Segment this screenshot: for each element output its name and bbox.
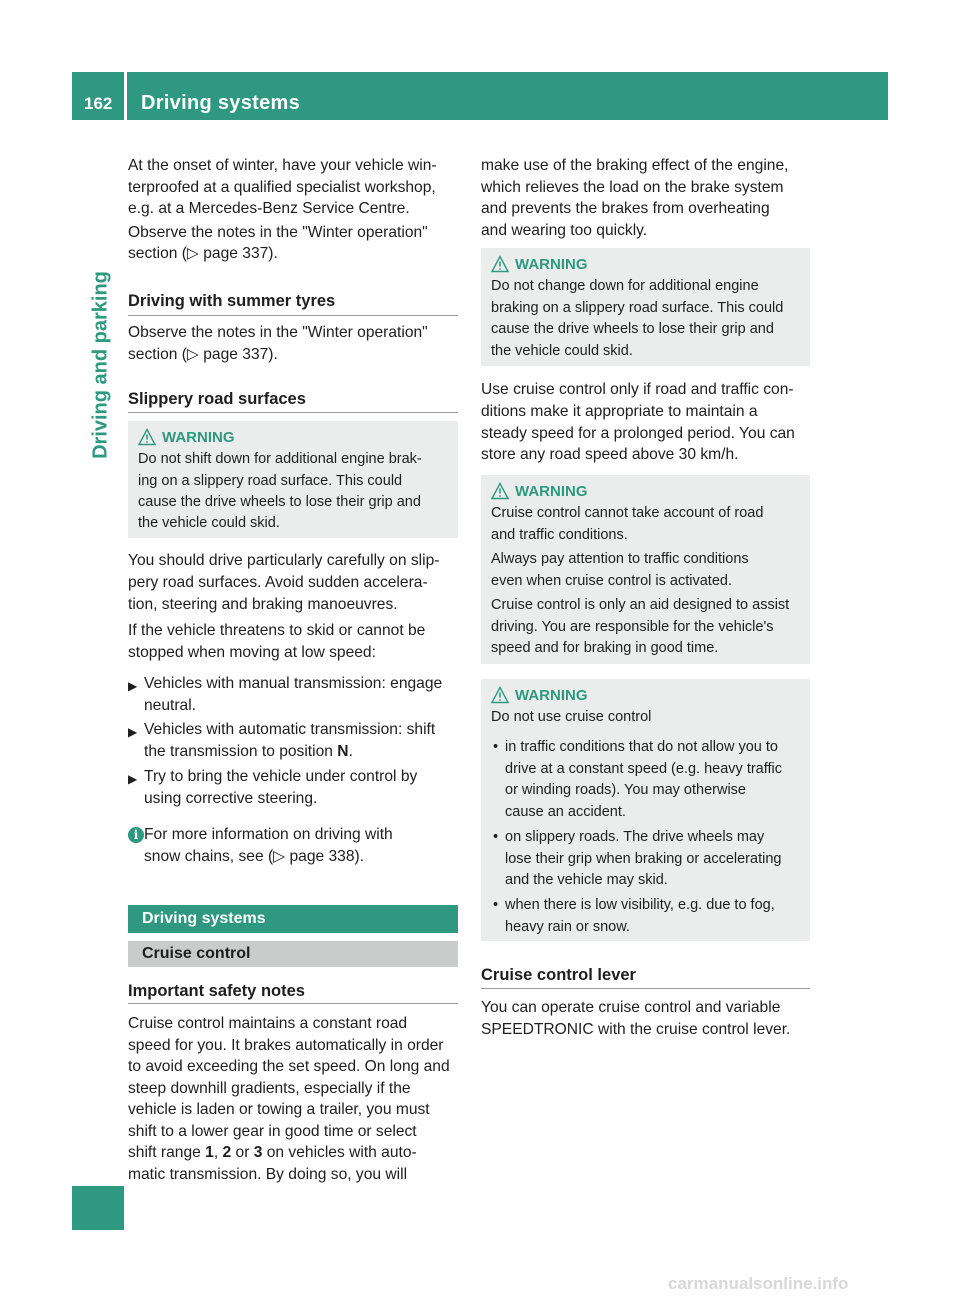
heading-rule [481,988,810,989]
bullet-dot: • [493,897,499,913]
cruise-text: steady speed for a prolonged period. You can [481,425,795,442]
warning-triangle-icon [491,686,509,704]
warning-line: and traffic conditions. [491,527,628,543]
warning-bullet [493,737,783,823]
warning-line: Cruise control is only an aid designed to assist [491,597,790,613]
gear-2: 2 [222,1144,232,1161]
gear-3: 3 [253,1144,263,1161]
info-icon: i [128,827,144,843]
gear-separator: or [231,1144,254,1161]
header-bar [127,72,888,120]
safety-text: steep downhill gradients, especially if the [128,1080,411,1097]
safety-text: matic transmission. By doing so, you will [128,1166,408,1183]
summer-text: Observe the notes in the "Winter operation" [128,324,428,341]
step-item [128,673,442,716]
step-item: ▶ Vehicles with automatic transmission: shift the transmission to position N. [128,721,436,760]
intro-line: At the onset of winter, have your vehicle win- [128,157,437,174]
safety-text: speed for you. It brakes automatically in order [128,1037,444,1054]
warning-box [128,421,458,538]
safety-text: vehicle is laden or towing a trailer, you must [128,1101,430,1118]
safety-text: Cruise control maintains a constant road [128,1015,408,1032]
warning-line: the vehicle could skid. [138,515,280,531]
cruise-text: Use cruise control only if road and traffic con- [481,381,794,398]
bullet-line: heavy rain or snow. [505,918,630,935]
section-banner [128,905,458,933]
safety-notes-heading: Important safety notes [128,982,305,1000]
subsection-banner [128,941,458,967]
page-title: Driving systems [141,92,301,114]
warning-triangle-icon [491,255,509,273]
bullet-line: and the vehicle may skid. [505,872,668,888]
summer-tyres-heading: Driving with summer tyres [128,292,336,310]
bullet-line: lose their grip when braking or accelerating [505,850,782,867]
intro-line: terproofed at a qualified specialist workshop, [128,179,436,196]
cont-text: and wearing too quickly. [481,222,648,239]
step-text: neutral. [144,696,197,714]
cont-text: make use of the braking effect of the engine, [481,157,789,174]
section-banner-title: Driving systems [142,910,266,927]
cruise-lever-heading: Cruise control lever [481,966,636,984]
bullet-line: or winding roads). You may otherwise [505,782,746,798]
info-text: For more information on driving with [144,826,393,843]
chapter-marker [72,1186,124,1230]
warning-triangle-icon [138,428,156,446]
warning-line: even when cruise control is activated. [491,573,732,589]
arrow-icon: ▶ [128,725,138,739]
bullet-line: cause an accident. [505,803,626,820]
warning-bullet [493,895,775,938]
subsection-banner-title: Cruise control [142,945,251,962]
intro-line: section (▷ page 337). [128,245,278,262]
cruise-text: ditions make it appropriate to maintain a [481,403,758,420]
slippery-text: If the vehicle threatens to skid or cannot be [128,622,426,639]
heading-rule [128,412,458,413]
safety-text: shift to a lower gear in good time or select [128,1123,417,1140]
cruise-text: store any road speed above 30 km/h. [481,446,739,463]
warning-title: WARNING [515,687,588,704]
arrow-icon: ▶ [128,679,138,693]
bullet-line: drive at a constant speed (e.g. heavy traffic [505,760,783,777]
warning-box [481,475,810,664]
slippery-text: stopped when moving at low speed: [128,644,376,661]
warning-intro: Do not use cruise control [491,709,652,725]
warning-box [481,248,810,366]
arrow-icon: ▶ [128,772,138,786]
cont-text: and prevents the brakes from overheating [481,200,770,217]
slippery-text: pery road surfaces. Avoid sudden accelera- [128,574,428,591]
warning-line: speed and for braking in good time. [491,640,719,656]
gear-separator: , [213,1144,223,1161]
safety-text-part: shift range [128,1144,206,1161]
intro-line: Observe the notes in the "Winter operation" [128,224,428,241]
step-text: Vehicles with automatic transmission: shift [144,721,436,738]
warning-line: driving. You are responsible for the vehicle's [491,619,774,635]
warning-line: cause the drive wheels to lose their grip and [138,494,421,510]
warning-line: braking on a slippery road surface. This could [491,300,784,316]
warning-triangle-icon [491,482,509,500]
chapter-tab [86,260,116,470]
safety-text-part: on vehicles with auto- [262,1144,417,1161]
page-number-box [72,72,124,120]
warning-title: WARNING [162,429,235,446]
intro-line: e.g. at a Mercedes-Benz Service Centre. [128,200,410,217]
warning-line: Do not shift down for additional engine brak- [138,451,422,467]
warning-line: ing on a slippery road surface. This could [138,473,403,489]
warning-line: Always pay attention to traffic conditions [491,551,749,567]
gear-1: 1 [205,1144,214,1161]
warning-box [481,679,810,941]
warning-line: Do not change down for additional engine [491,278,759,294]
position-letter: N [337,742,349,760]
step-text: using corrective steering. [144,789,318,807]
bullet-line: on slippery roads. The drive wheels may [505,829,765,845]
info-text: snow chains, see (▷ page 338). [144,848,365,865]
lever-text: SPEEDTRONIC with the cruise control lever. [481,1021,791,1038]
cont-text: which relieves the load on the brake system [481,179,784,196]
slippery-text: tion, steering and braking manoeuvres. [128,596,398,613]
warning-line: the vehicle could skid. [491,343,633,359]
warning-title: WARNING [515,256,588,273]
slippery-text: You should drive particularly carefully on slip- [128,552,440,569]
lever-text: You can operate cruise control and variable [481,999,781,1016]
warning-line: cause the drive wheels to lose their grip and [491,321,774,337]
heading-rule [128,315,458,316]
warning-line: Cruise control cannot take account of road [491,505,764,521]
page-number: 162 [84,94,113,113]
bullet-dot: • [493,829,499,845]
bullet-dot: • [493,739,499,755]
warning-bullet [493,827,782,892]
watermark: carmanualsonline.info [668,1274,849,1293]
bullet-line: when there is low visibility, e.g. due to fog, [505,897,775,913]
step-text: the transmission to position [144,742,338,760]
safety-text [128,1142,417,1164]
slippery-heading: Slippery road surfaces [128,390,306,408]
chapter-title: Driving and parking [89,271,112,459]
bullet-line: in traffic conditions that do not allow you to [505,739,778,755]
summer-text: section (▷ page 337). [128,346,278,363]
heading-rule [128,1003,458,1004]
step-text: Try to bring the vehicle under control by [144,768,418,785]
warning-title: WARNING [515,483,588,500]
step-text: Vehicles with manual transmission: engage [144,675,443,692]
safety-text: to avoid exceeding the set speed. On long and [128,1058,450,1075]
step-item [128,766,417,809]
